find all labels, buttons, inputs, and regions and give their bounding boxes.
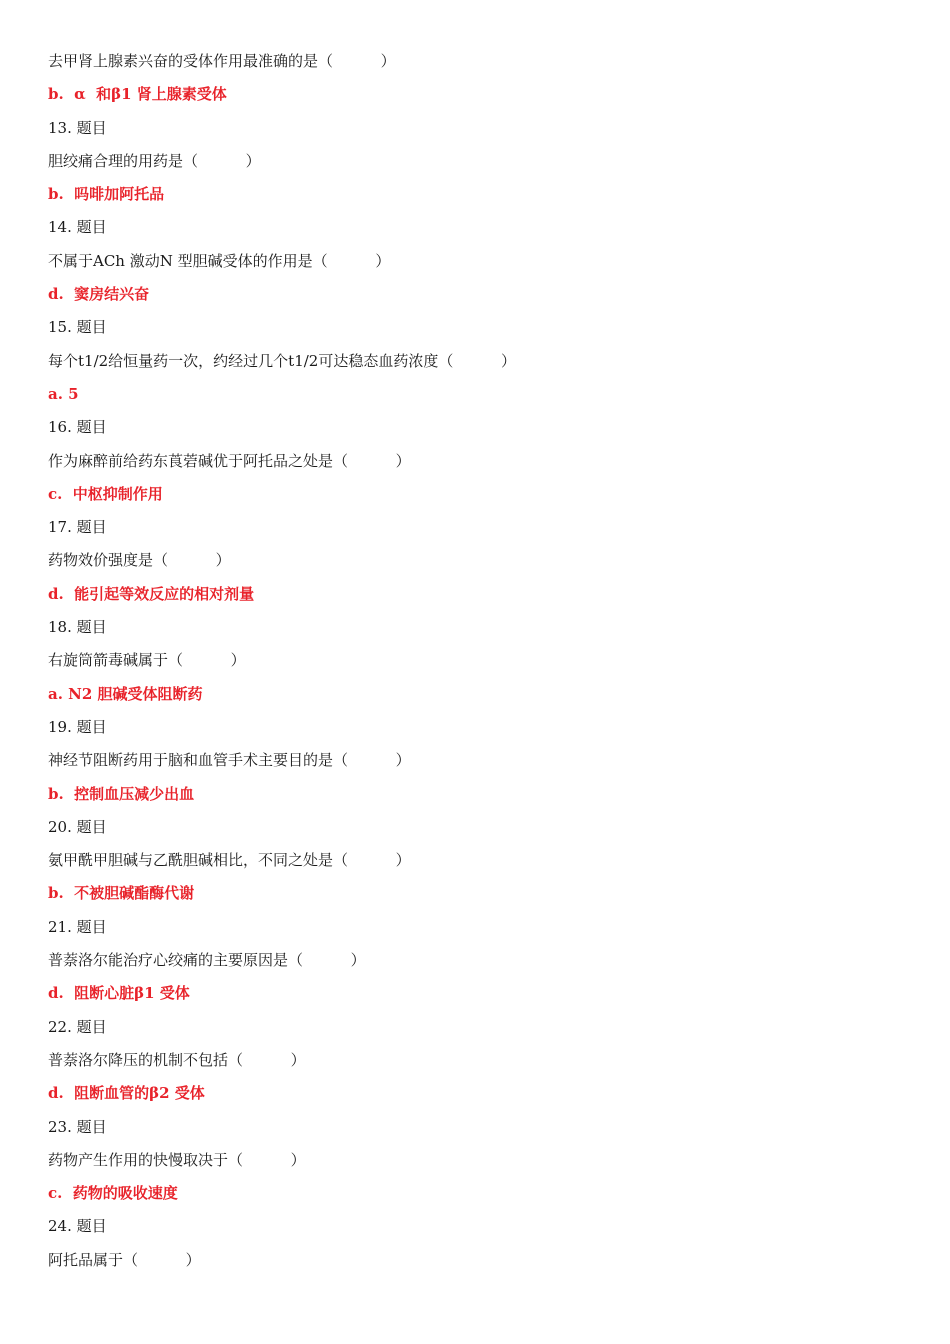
answer-text: d. 窦房结兴奋: [48, 285, 150, 304]
answer-text: b. 吗啡加阿托品: [48, 185, 165, 204]
question-heading: 19. 题目: [48, 717, 107, 736]
question-heading: 16. 题目: [48, 418, 107, 437]
question-heading: 21. 题目: [48, 917, 107, 936]
question-text: 氨甲酰甲胆碱与乙酰胆碱相比，不同之处是（ ）: [48, 851, 411, 870]
answer-text: c. 中枢抑制作用: [48, 484, 163, 503]
answer-text: b. α 和β1 肾上腺素受体: [48, 85, 227, 104]
question-text: 阿托品属于（ ）: [48, 1250, 201, 1269]
question-heading: 23. 题目: [48, 1117, 107, 1136]
answer-text: a. N2 胆碱受体阻断药: [48, 684, 203, 703]
answer-text: d. 阻断心脏β1 受体: [48, 984, 190, 1003]
question-heading: 24. 题目: [48, 1217, 107, 1236]
question-heading: 22. 题目: [48, 1017, 107, 1036]
document-page: [48, 49, 908, 1281]
question-text: 普萘洛尔降压的机制不包括（ ）: [48, 1050, 306, 1069]
question-text: 药物效价强度是（ ）: [48, 551, 231, 570]
answer-text: b. 控制血压减少出血: [48, 784, 195, 803]
question-heading: 15. 题目: [48, 318, 107, 337]
question-text: 普萘洛尔能治疗心绞痛的主要原因是（ ）: [48, 951, 366, 970]
question-heading: 14. 题目: [48, 218, 107, 237]
question-text: 去甲肾上腺素兴奋的受体作用最准确的是（ ）: [48, 52, 396, 70]
question-text: 药物产生作用的快慢取决于（ ）: [48, 1150, 306, 1169]
answer-text: d. 能引起等效反应的相对剂量: [48, 584, 255, 603]
question-text: 每个t1/2给恒量药一次，约经过几个t1/2可达稳态血药浓度（ ）: [48, 351, 517, 370]
answer-text: b. 不被胆碱酯酶代谢: [48, 884, 195, 903]
question-text: 不属于ACh 激动N 型胆碱受体的作用是（ ）: [48, 251, 391, 270]
question-text: 右旋筒箭毒碱属于（ ）: [48, 651, 246, 670]
question-heading: 18. 题目: [48, 618, 107, 637]
answer-text: c. 药物的吸收速度: [48, 1184, 178, 1203]
question-heading: 17. 题目: [48, 518, 107, 537]
question-heading: 20. 题目: [48, 817, 107, 836]
question-text: 胆绞痛合理的用药是（ ）: [48, 151, 261, 170]
question-heading: 13. 题目: [48, 118, 107, 137]
question-text: 神经节阻断药用于脑和血管手术主要目的是（ ）: [48, 751, 411, 770]
question-text: 作为麻醉前给药东莨菪碱优于阿托品之处是（ ）: [48, 451, 411, 470]
answer-text: a. 5: [48, 384, 79, 403]
answer-text: d. 阻断血管的β2 受体: [48, 1084, 205, 1103]
